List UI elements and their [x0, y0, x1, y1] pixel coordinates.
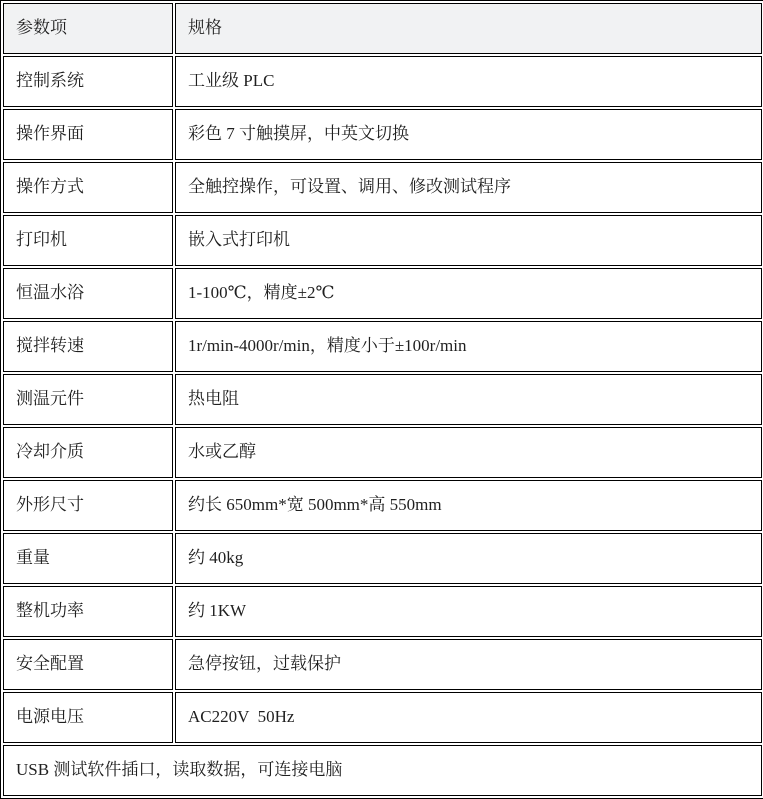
spec-cell: 全触控操作，可设置、调用、修改测试程序 — [175, 162, 762, 213]
table-row — [3, 533, 762, 584]
spec-header-cell: 规格 — [175, 3, 762, 54]
spec-cell: AC220V 50Hz — [175, 692, 762, 743]
table-row — [3, 374, 762, 425]
param-cell: 重量 — [3, 533, 173, 584]
spec-cell: 工业级 PLC — [175, 56, 762, 107]
spec-cell: 热电阻 — [175, 374, 762, 425]
footer-row — [3, 745, 762, 796]
spec-cell: 约 1KW — [175, 586, 762, 637]
usb-note-cell: USB 测试软件插口，读取数据，可连接电脑 — [3, 745, 762, 796]
table-row — [3, 639, 762, 690]
spec-cell: 水或乙醇 — [175, 427, 762, 478]
spec-cell: 1-100℃，精度±2℃ — [175, 268, 762, 319]
table-row — [3, 56, 762, 107]
param-cell: 操作方式 — [3, 162, 173, 213]
param-cell: 外形尺寸 — [3, 480, 173, 531]
param-cell: 电源电压 — [3, 692, 173, 743]
table-row — [3, 268, 762, 319]
header-row — [3, 3, 762, 54]
param-cell: 搅拌转速 — [3, 321, 173, 372]
table-row — [3, 692, 762, 743]
param-cell: 安全配置 — [3, 639, 173, 690]
param-cell: 控制系统 — [3, 56, 173, 107]
spec-cell: 彩色 7 寸触摸屏，中英文切换 — [175, 109, 762, 160]
table-row — [3, 215, 762, 266]
param-cell: 整机功率 — [3, 586, 173, 637]
table-row — [3, 321, 762, 372]
param-cell: 恒温水浴 — [3, 268, 173, 319]
table-row — [3, 586, 762, 637]
param-cell: 测温元件 — [3, 374, 173, 425]
spec-cell: 急停按钮，过载保护 — [175, 639, 762, 690]
param-header-cell: 参数项 — [3, 3, 173, 54]
table-row — [3, 427, 762, 478]
table-row — [3, 162, 762, 213]
table-row — [3, 480, 762, 531]
spec-cell: 1r/min-4000r/min，精度小于±100r/min — [175, 321, 762, 372]
spec-cell: 约长 650mm*宽 500mm*高 550mm — [175, 480, 762, 531]
spec-cell: 约 40kg — [175, 533, 762, 584]
table-row — [3, 109, 762, 160]
param-cell: 打印机 — [3, 215, 173, 266]
spec-cell: 嵌入式打印机 — [175, 215, 762, 266]
param-cell: 操作界面 — [3, 109, 173, 160]
param-cell: 冷却介质 — [3, 427, 173, 478]
